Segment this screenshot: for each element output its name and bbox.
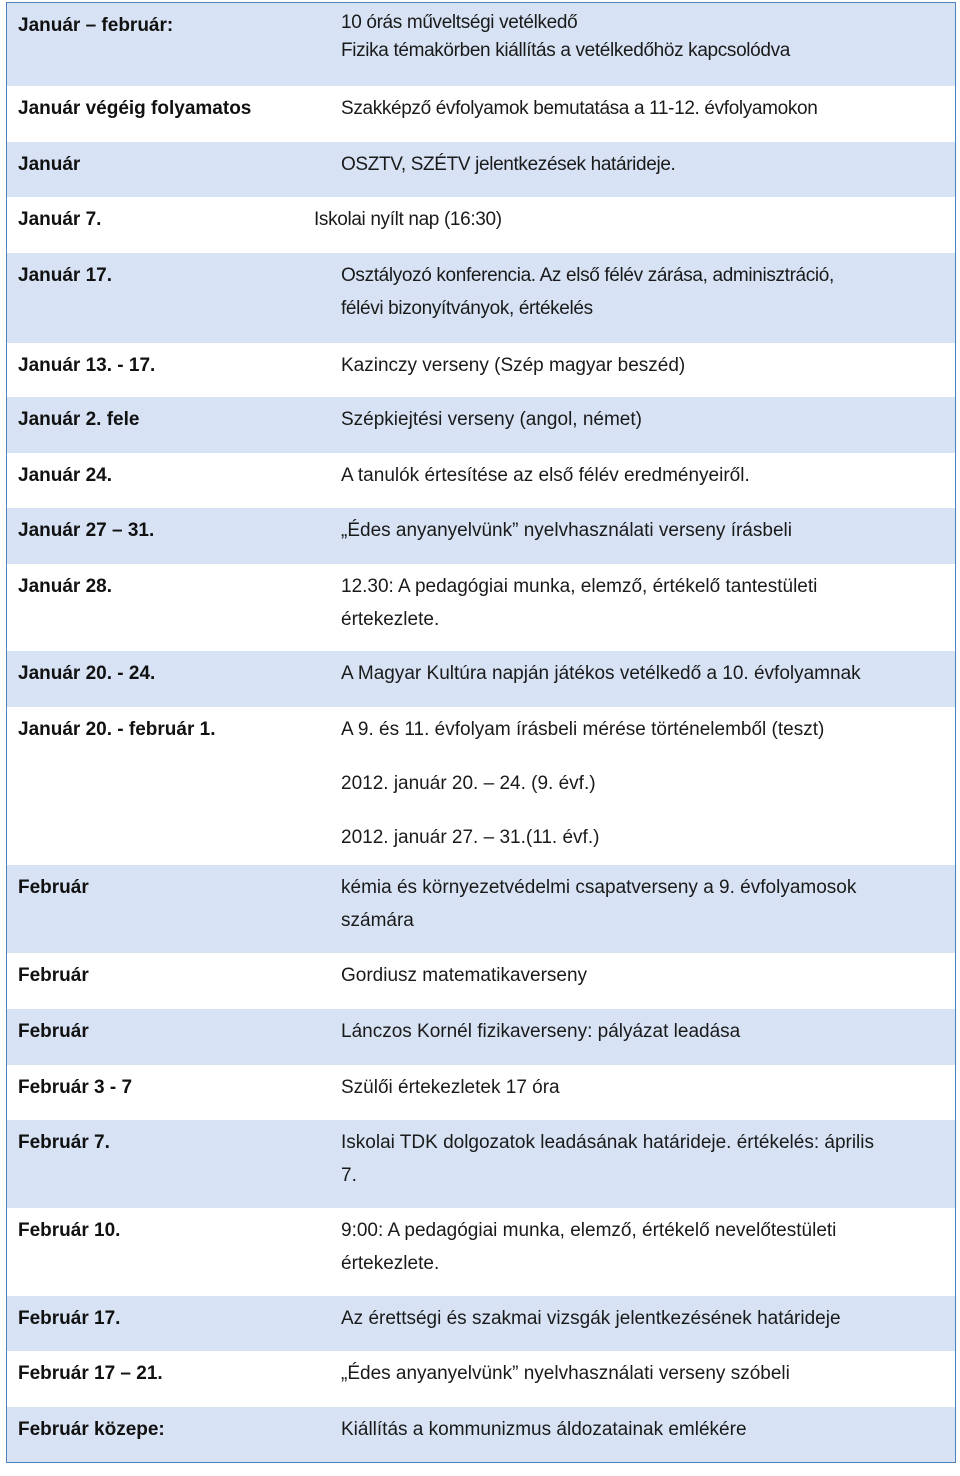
event-line: kémia és környezetvédelmi csapatverseny a 9. évfolyamosok xyxy=(341,877,857,898)
event-cell xyxy=(318,343,955,397)
event-cell xyxy=(318,564,955,651)
event-line: A 9. és 11. évfolyam írásbeli mérése történelemből (teszt) xyxy=(341,719,825,740)
table-row xyxy=(7,343,955,397)
date-cell: Február xyxy=(18,877,89,898)
table-row xyxy=(7,1120,955,1208)
event-cell xyxy=(291,197,955,253)
event-line: 7. xyxy=(341,1165,357,1186)
date-cell: Január – február: xyxy=(18,15,174,36)
date-cell: Február közepe: xyxy=(18,1419,165,1440)
event-line: Gordiusz matematikaverseny xyxy=(341,965,588,986)
table-row xyxy=(7,453,955,508)
table-row xyxy=(7,1296,955,1351)
event-cell xyxy=(318,953,955,1009)
date-cell: Február 17 – 21. xyxy=(18,1363,163,1384)
event-cell xyxy=(318,1407,955,1462)
event-line: 12.30: A pedagógiai munka, elemző, értékelő tantestületi xyxy=(341,576,818,597)
event-line: A tanulók értesítése az első félév eredményeiről. xyxy=(341,465,750,486)
event-cell xyxy=(318,1065,955,1120)
date-cell: Február 10. xyxy=(18,1220,121,1241)
table-row xyxy=(7,86,955,142)
table-row xyxy=(7,865,955,953)
event-cell xyxy=(318,508,955,564)
event-line: értekezlete. xyxy=(341,1253,440,1274)
event-line: Fizika témakörben kiállítás a vetélkedőhöz kapcsolódva xyxy=(341,40,790,61)
date-cell: Január xyxy=(18,154,81,175)
event-line: A Magyar Kultúra napján játékos vetélkedő a 10. évfolyamnak xyxy=(341,663,861,684)
event-line: Iskolai TDK dolgozatok leadásának határideje. értékelés: április xyxy=(341,1132,875,1153)
date-cell: Január 27 – 31. xyxy=(18,520,155,541)
event-line: Szülői értekezletek 17 óra xyxy=(341,1077,560,1098)
event-line: 2012. január 20. – 24. (9. évf.) xyxy=(341,773,596,794)
table-row xyxy=(7,397,955,453)
table-row xyxy=(7,1208,955,1296)
date-cell: Február xyxy=(18,965,89,986)
event-line: Szakképző évfolyamok bemutatása a 11-12. évfolyamokon xyxy=(341,98,818,119)
event-cell xyxy=(318,651,955,707)
event-line: Szépkiejtési verseny (angol, német) xyxy=(341,409,642,430)
event-line: Lánczos Kornél fizikaverseny: pályázat leadása xyxy=(341,1021,741,1042)
date-cell: Február 17. xyxy=(18,1308,121,1329)
table-row xyxy=(7,508,955,564)
event-line: OSZTV, SZÉTV jelentkezések határideje. xyxy=(341,154,676,175)
date-cell: Január 28. xyxy=(18,576,112,597)
table-row xyxy=(7,3,955,86)
event-line: 2012. január 27. – 31.(11. évf.) xyxy=(341,827,600,848)
event-cell xyxy=(318,1351,955,1407)
event-cell xyxy=(318,453,955,508)
event-cell xyxy=(318,86,955,142)
table-row xyxy=(7,197,955,253)
table-row xyxy=(7,707,955,865)
event-line: félévi bizonyítványok, értékelés xyxy=(341,298,593,319)
date-cell: Február 7. xyxy=(18,1132,110,1153)
event-line: „Édes anyanyelvünk” nyelvhasználati verseny szóbeli xyxy=(341,1363,790,1384)
date-cell: Január 20. - 24. xyxy=(18,663,156,684)
date-cell: Január végéig folyamatos xyxy=(18,98,252,119)
event-line: 10 órás műveltségi vetélkedő xyxy=(341,12,578,33)
table-row xyxy=(7,1351,955,1407)
date-cell: Január 20. - február 1. xyxy=(18,719,216,740)
table-row xyxy=(7,253,955,343)
event-line: Kazinczy verseny (Szép magyar beszéd) xyxy=(341,355,686,376)
event-line: Kiállítás a kommunizmus áldozatainak emlékére xyxy=(341,1419,747,1440)
event-line: számára xyxy=(341,910,414,931)
date-cell: Február 3 - 7 xyxy=(18,1077,133,1098)
event-line: Az érettségi és szakmai vizsgák jelentkezésének határideje xyxy=(341,1308,841,1329)
event-cell xyxy=(318,1120,955,1208)
schedule-table xyxy=(6,2,956,1463)
date-cell: Február xyxy=(18,1021,89,1042)
date-cell: Január 13. - 17. xyxy=(18,355,156,376)
event-line: Iskolai nyílt nap (16:30) xyxy=(314,209,502,230)
event-line: értekezlete. xyxy=(341,609,440,630)
event-cell xyxy=(318,1208,955,1296)
table-row xyxy=(7,1407,955,1462)
event-cell xyxy=(318,1296,955,1351)
table-row xyxy=(7,564,955,651)
date-cell: Január 17. xyxy=(18,265,112,286)
event-cell xyxy=(318,3,955,86)
event-cell xyxy=(318,1009,955,1065)
event-cell xyxy=(318,253,955,343)
event-cell xyxy=(318,142,955,197)
event-line: 9:00: A pedagógiai munka, elemző, értékelő nevelőtestületi xyxy=(341,1220,837,1241)
table-row xyxy=(7,1009,955,1065)
table-row xyxy=(7,651,955,707)
table-row xyxy=(7,142,955,197)
event-cell xyxy=(318,707,955,865)
event-cell xyxy=(318,397,955,453)
date-cell: Január 24. xyxy=(18,465,112,486)
event-cell xyxy=(318,865,955,953)
date-cell: Január 2. fele xyxy=(18,409,140,430)
table-row xyxy=(7,1065,955,1120)
event-line: Osztályozó konferencia. Az első félév zárása, adminisztráció, xyxy=(341,265,834,286)
table-row xyxy=(7,953,955,1009)
event-line: „Édes anyanyelvünk” nyelvhasználati verseny írásbeli xyxy=(341,520,792,541)
date-cell: Január 7. xyxy=(18,209,102,230)
